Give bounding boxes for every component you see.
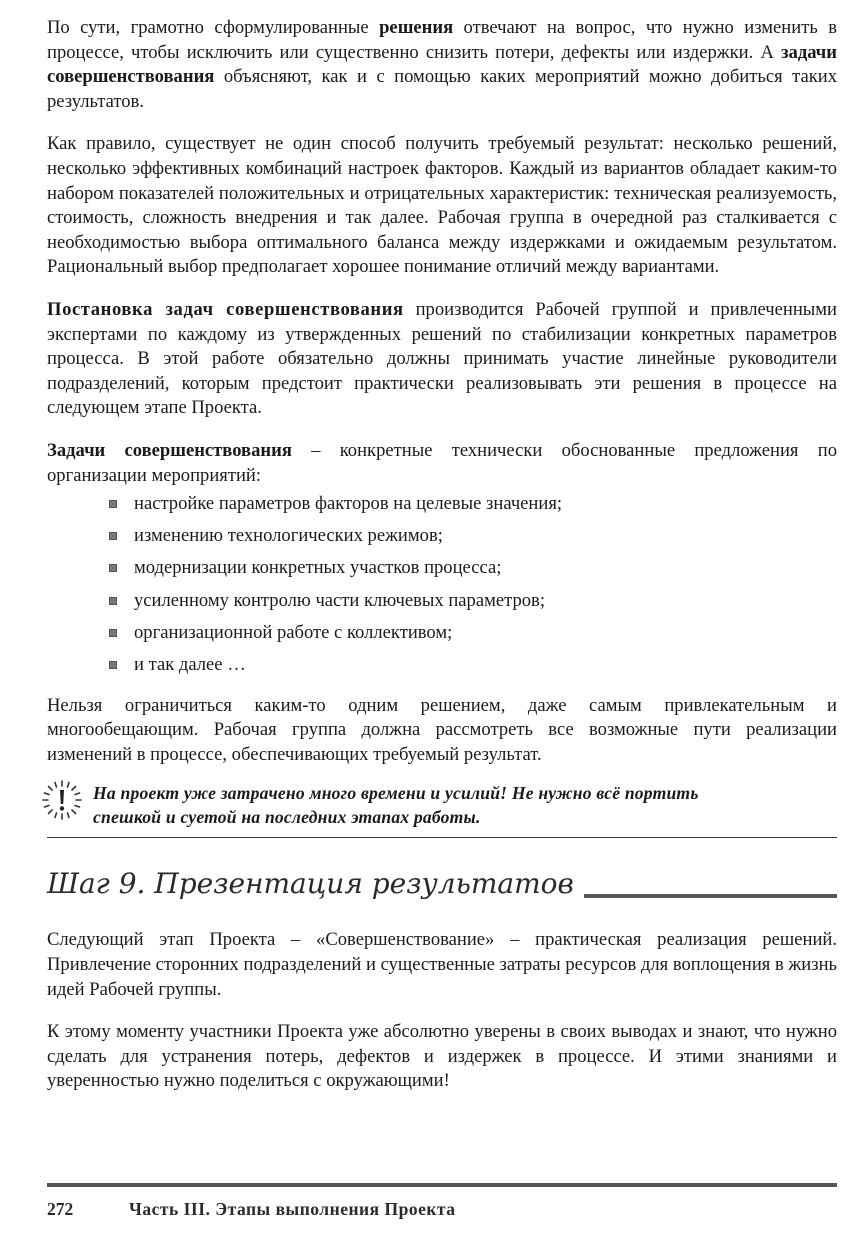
square-bullet-icon xyxy=(109,597,117,605)
text-run: отвечают на вопрос, что нужно изменить в процессе, чтобы исключить или существенно снизить потери, дефекты или издержки. А xyxy=(47,17,838,63)
paragraph-share-knowledge: К этому моменту участники Проекта уже абсолютно уверены в своих выводах и знают, что нужно сделать для устранения потерь, дефектов и издержек в процессе. И этими знаниями и уверенностью нужно поделиться с окружающими! xyxy=(47,1021,837,1092)
section-title: Шаг 9. Презентация результатов xyxy=(47,864,584,904)
page-footer xyxy=(47,1183,837,1220)
list-item-text: настройке параметров факторов на целевые значения; xyxy=(134,493,563,515)
note-text xyxy=(93,781,837,829)
paragraph-choice: Как правило, существует не один способ получить требуемый результат: несколько решений, несколько эффективных комбинаций настроек факторов. Каждый из вариантов обладает каким-то набором показателей положительных и отрицательных характеристик: техническая реализуемость, стоимость, сложность внедрения и так далее. Рабочая группа в очередной раз сталкивается с необходимостью выбора оптимального баланса между издержками и ожидаемым результатом. Рациональный выбор предполагает хорошее понимание отличий между вариантами. xyxy=(47,133,837,278)
note-line: На проект уже затрачено много времени и усилий! Не нужно всё портить xyxy=(93,783,699,804)
bullet-list xyxy=(47,492,837,678)
paragraph-solutions xyxy=(47,16,837,114)
term-improvement-tasks: задачи совершенствования xyxy=(47,41,837,88)
footer-line xyxy=(47,1199,837,1220)
page-content xyxy=(47,16,837,1094)
section-heading xyxy=(47,864,837,908)
square-bullet-icon xyxy=(109,532,117,540)
paragraph-task-setting xyxy=(47,298,837,421)
list-item xyxy=(109,589,837,614)
text-run: – конкретные технически обоснованные предложения по организации мероприятий: xyxy=(47,439,837,486)
list-item-text: и так далее … xyxy=(134,654,246,676)
paragraph-tasks-definition xyxy=(47,439,837,488)
term-task-setting: Постановка задач совершенствования xyxy=(47,298,404,320)
list-item xyxy=(109,556,837,581)
list-item xyxy=(109,492,837,517)
term-solutions: решения xyxy=(379,17,454,38)
text-run: производится Рабочей группой и привлеченными экспертами по каждому из утвержденных решений по стабилизации конкретных параметров процесса. В этой работе обязательно должны принимать участие линейные руководители подразделений, которым предстоит практически реализовывать эти решения в процессе на следующем этапе Проекта. xyxy=(47,298,837,419)
list-item-text: модернизации конкретных участков процесса; xyxy=(134,557,502,579)
square-bullet-icon xyxy=(109,500,117,508)
list-item xyxy=(109,621,837,646)
list-item xyxy=(109,653,837,678)
text-run: По сути, грамотно сформулированные xyxy=(47,17,380,38)
list-item xyxy=(109,524,837,549)
running-title: Часть III. Этапы выполнения Проекта xyxy=(129,1199,456,1219)
paragraph-conclusion: Нельзя ограничиться каким-то одним решением, даже самым привлекательным и многообещающим. Рабочая группа должна рассмотреть все возможные пути реализации изменений в процессе, обеспечивающих требуемый результат. xyxy=(47,694,837,765)
page-number: 272 xyxy=(47,1199,74,1219)
list-item-text: организационной работе с коллективом; xyxy=(134,621,453,643)
square-bullet-icon xyxy=(109,661,117,669)
note-line: спешкой и суетой на последних этапах работы. xyxy=(93,807,481,828)
text-run: объясняют, как и с помощью каких мероприятий можно добиться таких результатов. xyxy=(47,66,837,112)
square-bullet-icon xyxy=(109,564,117,572)
list-item-text: изменению технологических режимов; xyxy=(134,525,443,547)
attention-icon xyxy=(41,779,83,821)
paragraph-next-stage: Следующий этап Проекта – «Совершенствование» – практическая реализация решений. Привлечение сторонних подразделений и существенные затраты ресурсов для воплощения в жизнь идей Рабочей группы. xyxy=(47,929,837,1000)
footer-rule xyxy=(47,1183,837,1187)
square-bullet-icon xyxy=(109,629,117,637)
attention-note xyxy=(47,781,837,838)
list-item-text: усиленному контролю части ключевых параметров; xyxy=(134,589,546,611)
term-tasks: Задачи совершенствования xyxy=(47,439,292,461)
